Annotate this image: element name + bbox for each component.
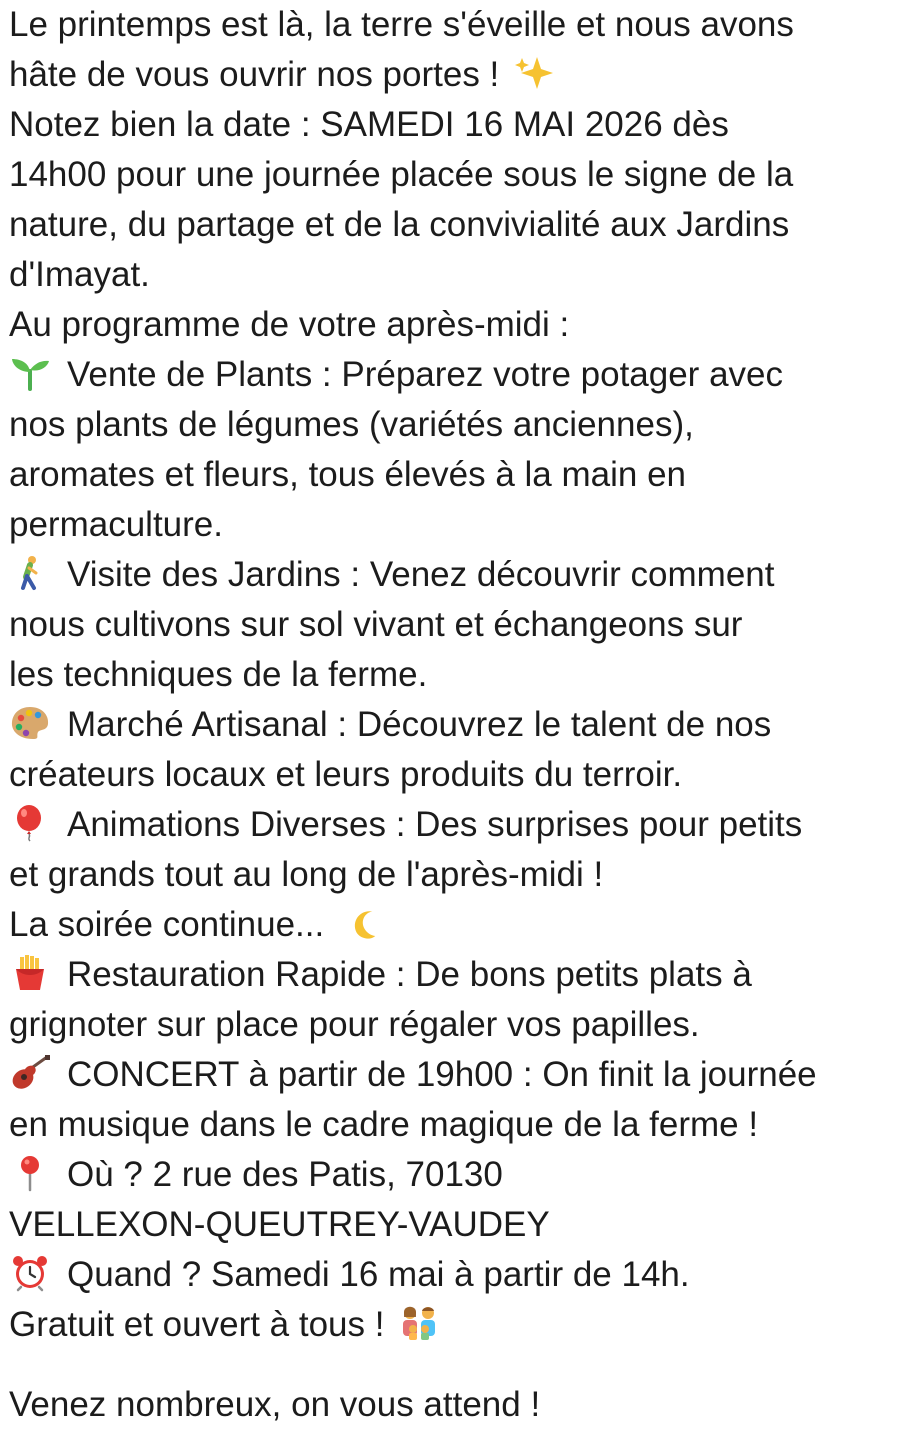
round-pushpin-icon bbox=[9, 1155, 51, 1191]
post-line-clipped: Venez nombreux, on vous attend ! bbox=[9, 1385, 541, 1424]
sparkles-icon bbox=[513, 55, 555, 91]
post-line: créateurs locaux et leurs produits du terroir. bbox=[9, 755, 683, 794]
crescent-moon-icon bbox=[338, 905, 380, 941]
post-line: grignoter sur place pour régaler vos papilles. bbox=[9, 1005, 700, 1044]
post-line: Restauration Rapide : De bons petits plats à bbox=[9, 950, 894, 1000]
post-line: Au programme de votre après-midi : bbox=[9, 305, 570, 344]
post-line: Notez bien la date : SAMEDI 16 MAI 2026 dès bbox=[9, 105, 729, 144]
post-line: permaculture. bbox=[9, 505, 223, 544]
post-line: nos plants de légumes (variétés anciennes), bbox=[9, 405, 694, 444]
family-icon bbox=[398, 1305, 440, 1341]
post-line: hâte de vous ouvrir nos portes ! bbox=[9, 50, 894, 100]
post-line: et grands tout au long de l'après-midi ! bbox=[9, 855, 604, 894]
post-line: 14h00 pour une journée placée sous le signe de la bbox=[9, 155, 794, 194]
post-line: aromates et fleurs, tous élevés à la main en bbox=[9, 455, 687, 494]
post-line: Animations Diverses : Des surprises pour petits bbox=[9, 800, 894, 850]
post-line: nous cultivons sur sol vivant et échangeons sur bbox=[9, 605, 743, 644]
post-line: d'Imayat. bbox=[9, 255, 150, 294]
post-line: Le printemps est là, la terre s'éveille et nous avons bbox=[9, 5, 794, 44]
post-line: les techniques de la ferme. bbox=[9, 655, 428, 694]
post-text bbox=[9, 0, 894, 1424]
post-line: La soirée continue... bbox=[9, 900, 894, 950]
post-line: Où ? 2 rue des Patis, 70130 bbox=[9, 1150, 894, 1200]
post-line: en musique dans le cadre magique de la ferme ! bbox=[9, 1105, 759, 1144]
walking-person-icon bbox=[9, 555, 51, 591]
seedling-icon bbox=[9, 355, 51, 391]
balloon-icon bbox=[9, 805, 51, 841]
post-line: CONCERT à partir de 19h00 : On finit la journée bbox=[9, 1050, 894, 1100]
french-fries-icon bbox=[9, 955, 51, 991]
post-line: Visite des Jardins : Venez découvrir comment bbox=[9, 550, 894, 600]
guitar-icon bbox=[9, 1055, 51, 1091]
post-line: Gratuit et ouvert à tous ! bbox=[9, 1300, 894, 1350]
alarm-clock-icon bbox=[9, 1255, 51, 1291]
post-line: Quand ? Samedi 16 mai à partir de 14h. bbox=[9, 1250, 894, 1300]
artist-palette-icon bbox=[9, 705, 51, 741]
post-line: nature, du partage et de la convivialité aux Jardins bbox=[9, 205, 790, 244]
post-line: VELLEXON-QUEUTREY-VAUDEY bbox=[9, 1205, 550, 1244]
post-line: Vente de Plants : Préparez votre potager avec bbox=[9, 350, 894, 400]
post-line: Marché Artisanal : Découvrez le talent de nos bbox=[9, 700, 894, 750]
